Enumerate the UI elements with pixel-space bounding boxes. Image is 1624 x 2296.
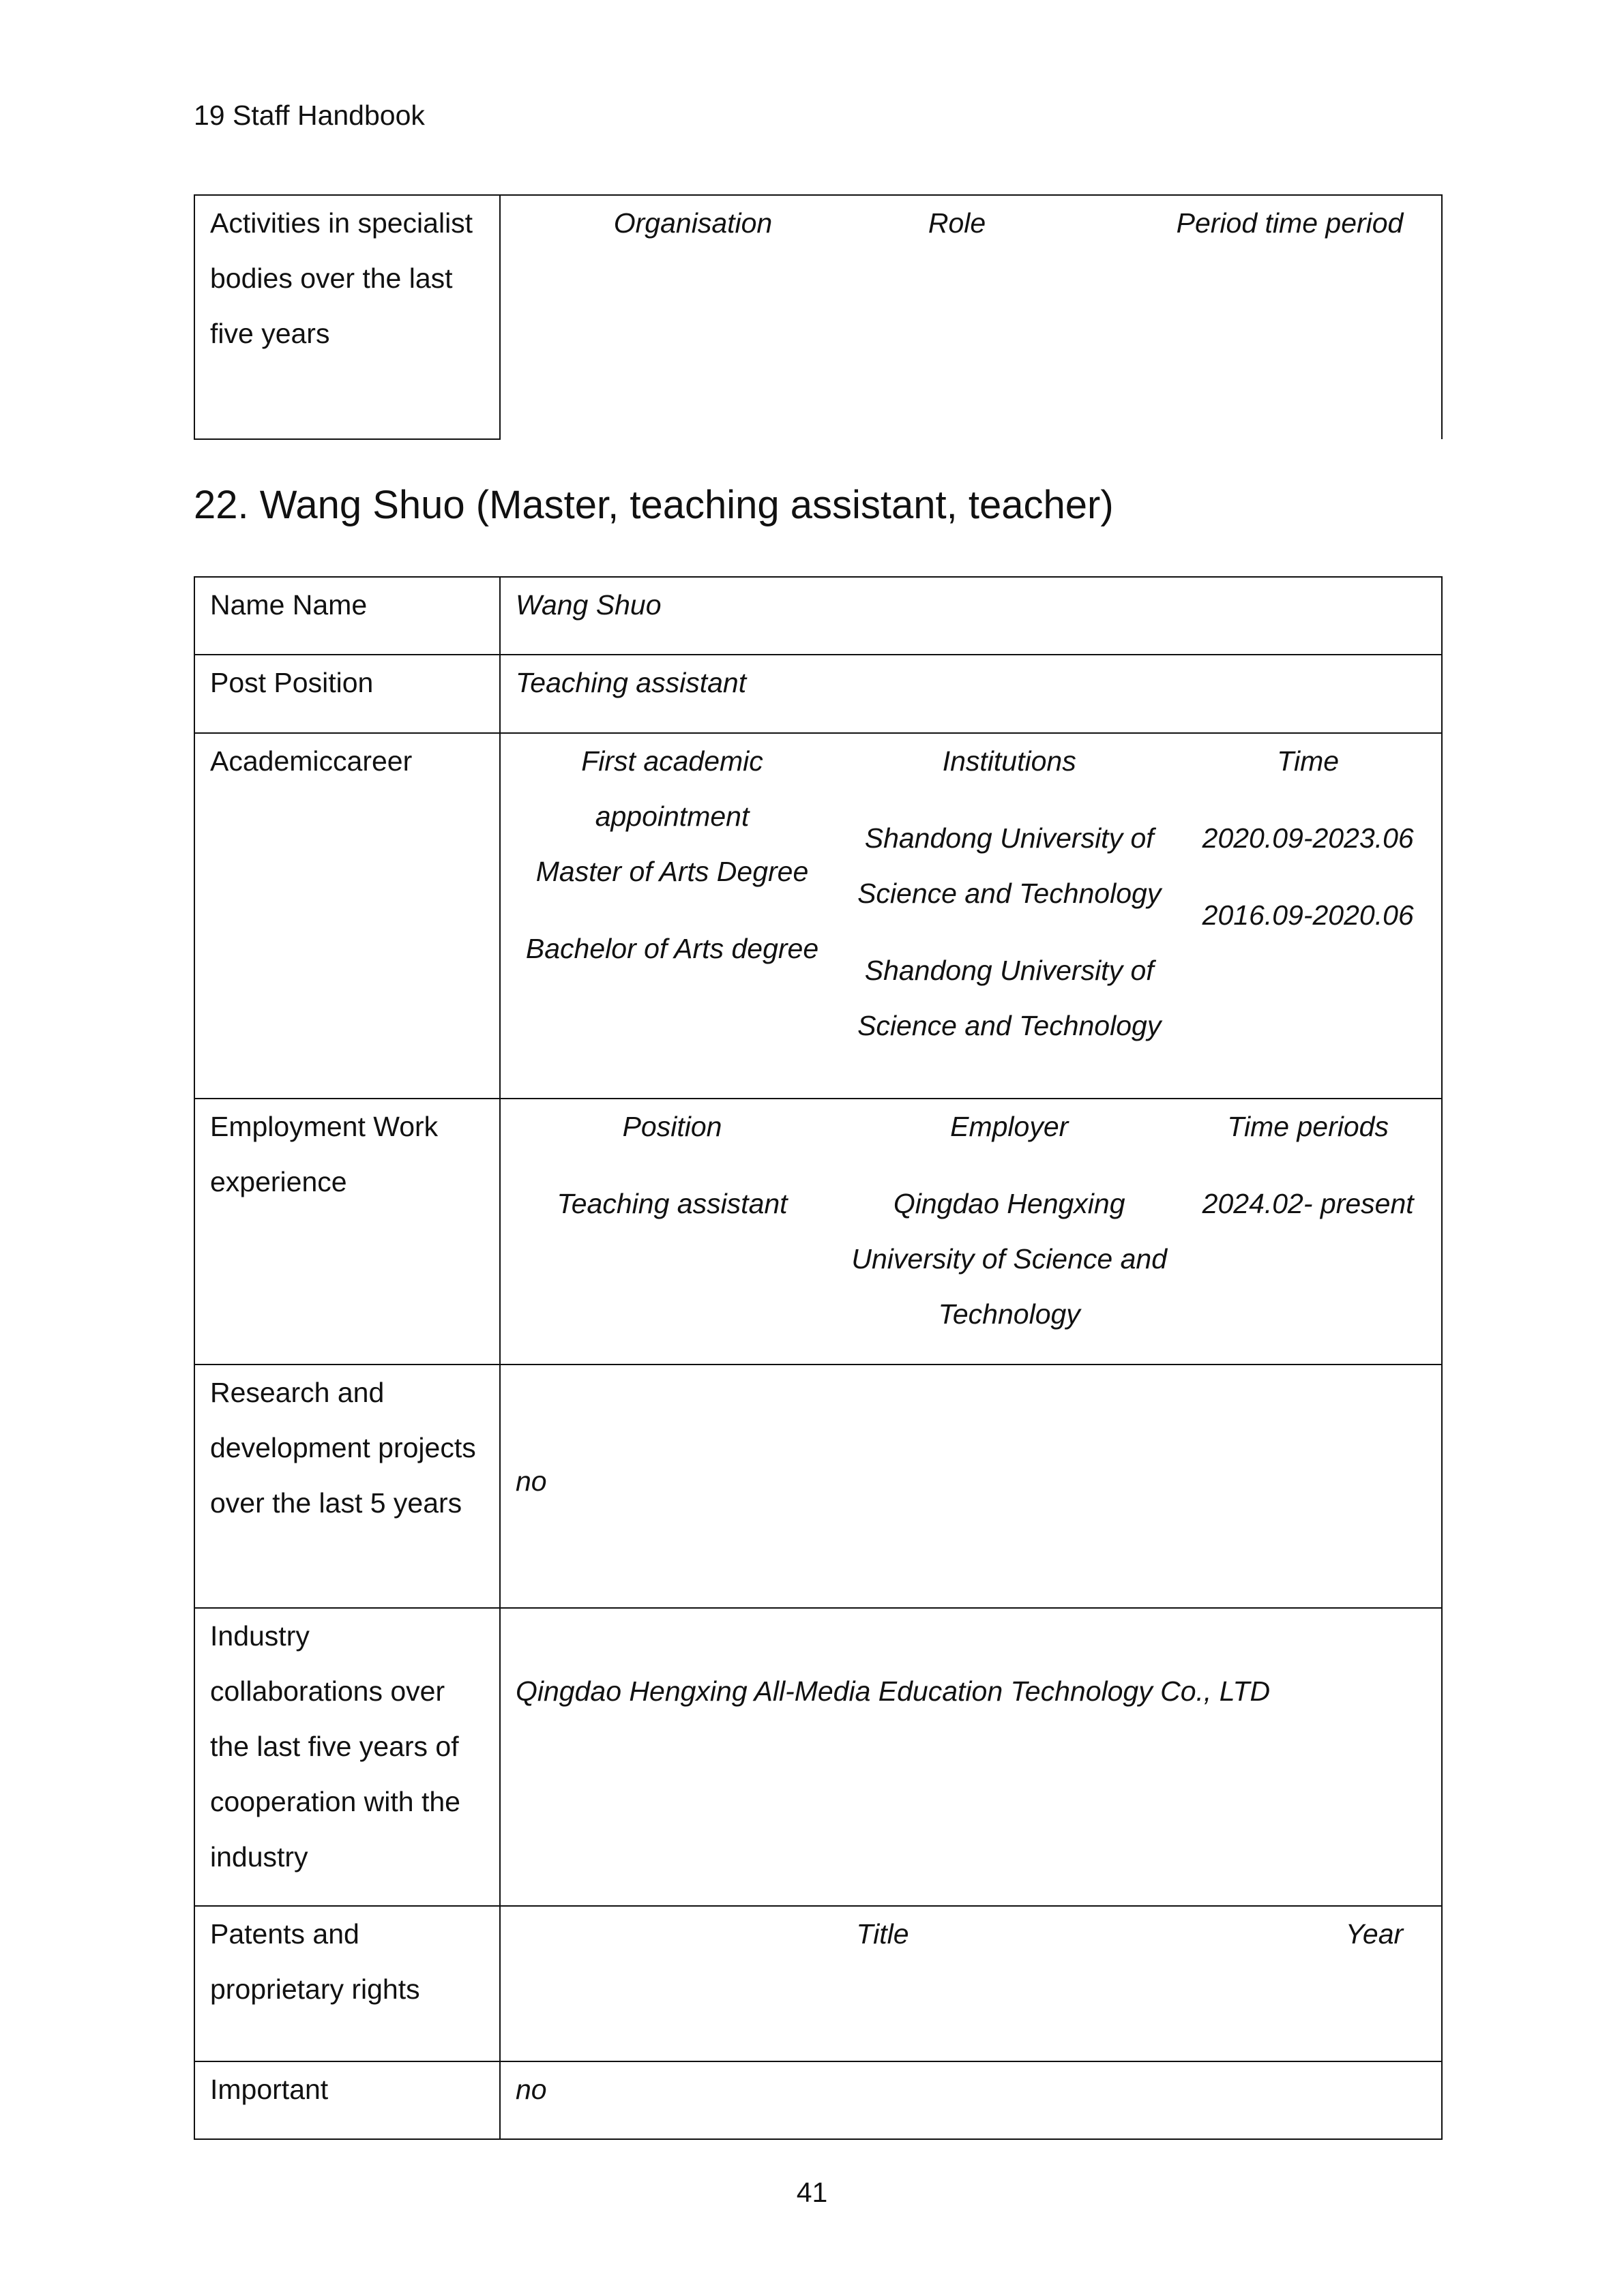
research-label: Research and development projects over the last 5 years bbox=[194, 1365, 500, 1608]
patents-label: Patents and proprietary rights bbox=[194, 1906, 500, 2061]
academic-time-column bbox=[1190, 734, 1426, 1054]
employment-period: 2024.02- present bbox=[1202, 1188, 1414, 1219]
section-title: 22. Wang Shuo (Master, teaching assistant, teacher) bbox=[194, 483, 1114, 527]
academic-institution-column bbox=[829, 734, 1190, 1054]
academic-career-label: Academiccareer bbox=[194, 733, 500, 1099]
academic-career-cell bbox=[500, 733, 1442, 1099]
profile-table bbox=[194, 576, 1443, 2140]
employment-header-period: Time periods bbox=[1227, 1111, 1389, 1142]
name-label: Name Name bbox=[194, 577, 500, 655]
important-label: Important bbox=[194, 2061, 500, 2139]
column-organisation: Organisation bbox=[613, 207, 773, 239]
patents-cell bbox=[500, 1906, 1442, 2061]
industry-label: Industry collaborations over the last five years of cooperation with the industry bbox=[194, 1608, 500, 1906]
specialist-bodies-table bbox=[194, 194, 1443, 440]
post-label: Post Position bbox=[194, 655, 500, 733]
academic-time: 2016.09-2020.06 bbox=[1202, 899, 1414, 931]
patents-header-year: Year bbox=[1345, 1918, 1404, 1950]
employment-position: Teaching assistant bbox=[557, 1188, 788, 1219]
academic-header-institutions: Institutions bbox=[942, 745, 1076, 777]
post-value: Teaching assistant bbox=[500, 655, 1442, 733]
employment-header-employer: Employer bbox=[950, 1111, 1069, 1142]
column-role: Role bbox=[928, 207, 986, 239]
industry-value: Qingdao Hengxing All-Media Education Technology Co., LTD bbox=[500, 1608, 1442, 1906]
employment-header-position: Position bbox=[622, 1111, 722, 1142]
academic-header-appointment: First academic appointment bbox=[581, 745, 763, 832]
employment-cell bbox=[500, 1099, 1442, 1365]
page-number: 41 bbox=[796, 2177, 828, 2208]
specialist-bodies-label: Activities in specialist bodies over the last five years bbox=[194, 195, 500, 439]
employment-label: Employment Work experience bbox=[194, 1099, 500, 1365]
name-value: Wang Shuo bbox=[500, 577, 1442, 655]
academic-degree-column bbox=[516, 734, 829, 1054]
academic-institution: Shandong University of Science and Technology bbox=[857, 822, 1162, 909]
patents-header-title: Title bbox=[856, 1918, 909, 1950]
academic-time: 2020.09-2023.06 bbox=[1202, 822, 1414, 854]
academic-institution: Shandong University of Science and Technology bbox=[857, 955, 1162, 1041]
research-value: no bbox=[500, 1365, 1442, 1608]
column-period: Period time period bbox=[1176, 207, 1404, 239]
running-header: 19 Staff Handbook bbox=[194, 100, 425, 131]
important-value: no bbox=[500, 2061, 1442, 2139]
employment-employer: Qingdao Hengxing University of Science and Technology bbox=[851, 1188, 1168, 1330]
academic-header-time: Time bbox=[1277, 745, 1340, 777]
academic-degree: Bachelor of Arts degree bbox=[525, 933, 819, 964]
academic-degree: Master of Arts Degree bbox=[535, 856, 809, 887]
